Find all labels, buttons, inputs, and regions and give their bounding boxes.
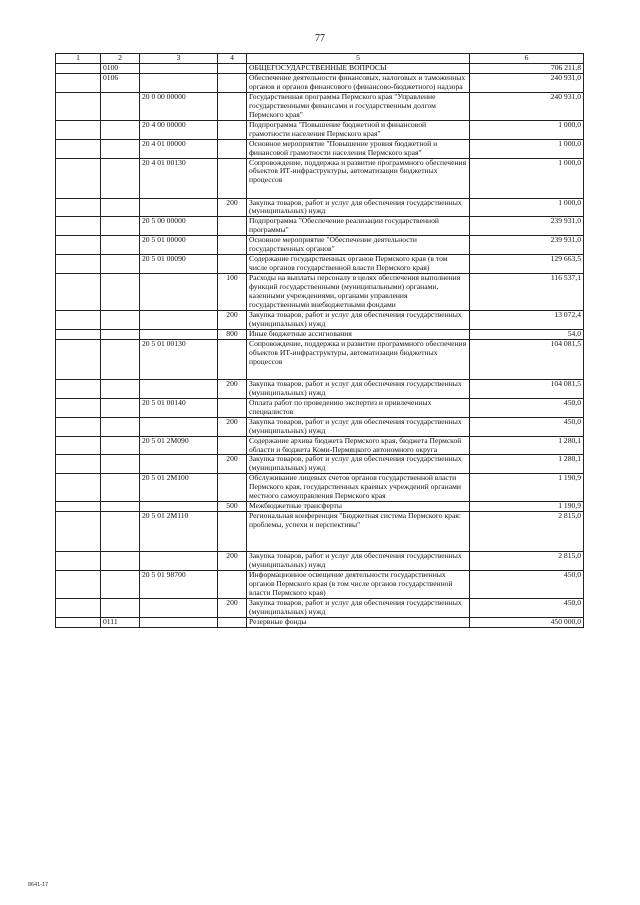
item-name: Иные бюджетные ассигнования (247, 329, 470, 339)
item-name: Содержание государственных органов Пермского края (в том числе органов государственной власти Пермского края) (247, 255, 470, 274)
amount: 1 000,0 (470, 198, 584, 217)
section-code (101, 198, 140, 217)
expense-type-code: 500 (218, 502, 247, 512)
column-header-2: 2 (101, 54, 140, 64)
target-article-code (140, 198, 218, 217)
table-row (56, 436, 584, 455)
cell-column-1 (56, 512, 101, 552)
column-header-5: 5 (247, 54, 470, 64)
table-row (56, 398, 584, 417)
section-code (101, 502, 140, 512)
expense-type-code (218, 398, 247, 417)
expense-type-code: 200 (218, 552, 247, 571)
amount: 104 081,5 (470, 379, 584, 398)
amount: 129 663,5 (470, 255, 584, 274)
item-name: Резервные фонды (247, 617, 470, 627)
expense-type-code (218, 339, 247, 379)
section-code (101, 236, 140, 255)
amount: 450 000,0 (470, 617, 584, 627)
cell-column-1 (56, 255, 101, 274)
table-row (56, 552, 584, 571)
item-name: Сопровождение, поддержка и развитие программного обеспечения объектов ИТ-инфраструктуры, автоматизации бюджетных процессов (247, 158, 470, 198)
amount: 2 815,0 (470, 512, 584, 552)
target-article-code: 20 5 01 00090 (140, 255, 218, 274)
target-article-code: 20 5 01 2M100 (140, 474, 218, 502)
cell-column-1 (56, 73, 101, 92)
target-article-code (140, 329, 218, 339)
cell-column-1 (56, 474, 101, 502)
target-article-code (140, 274, 218, 311)
cell-column-1 (56, 236, 101, 255)
amount: 239 931,0 (470, 236, 584, 255)
cell-column-1 (56, 455, 101, 474)
section-code (101, 417, 140, 436)
section-code (101, 158, 140, 198)
expense-type-code (218, 158, 247, 198)
item-name: Расходы на выплаты персоналу в целях обеспечения выполнения функций государственными (муниципальными) органами, казенными учреждениями, органами управления государственными внебюджетными фондами (247, 274, 470, 311)
item-name: Подпрограмма "Обеспечение реализации государственной программы" (247, 217, 470, 236)
cell-column-1 (56, 379, 101, 398)
cell-column-1 (56, 617, 101, 627)
table-row (56, 120, 584, 139)
expense-type-code (218, 255, 247, 274)
amount: 1 280,1 (470, 436, 584, 455)
table-row (56, 198, 584, 217)
table-row (56, 64, 584, 74)
expense-type-code (218, 436, 247, 455)
amount: 450,0 (470, 398, 584, 417)
table-row (56, 455, 584, 474)
table-row (56, 73, 584, 92)
cell-column-1 (56, 552, 101, 571)
expense-type-code: 200 (218, 310, 247, 329)
target-article-code (140, 598, 218, 617)
cell-column-1 (56, 502, 101, 512)
section-code (101, 474, 140, 502)
amount: 1 190,9 (470, 502, 584, 512)
table-row (56, 502, 584, 512)
item-name: Закупка товаров, работ и услуг для обеспечения государственных (муниципальных) нужд (247, 417, 470, 436)
cell-column-1 (56, 310, 101, 329)
amount: 1 190,9 (470, 474, 584, 502)
target-article-code (140, 617, 218, 627)
cell-column-1 (56, 64, 101, 74)
expense-type-code (218, 73, 247, 92)
section-code: 0111 (101, 617, 140, 627)
expense-type-code (218, 236, 247, 255)
section-code (101, 379, 140, 398)
table-header (56, 54, 584, 64)
target-article-code: 20 5 01 00000 (140, 236, 218, 255)
table-row (56, 474, 584, 502)
table-row (56, 329, 584, 339)
item-name: Содержание архива бюджета Пермского края, бюджета Пермской области и бюджета Коми-Пермяцкого автономного округа (247, 436, 470, 455)
expense-type-code (218, 474, 247, 502)
column-header-4: 4 (218, 54, 247, 64)
item-name: Основное мероприятие "Повышение уровня бюджетной и финансовой грамотности населения Пермского края" (247, 139, 470, 158)
item-name: Межбюджетные трансферты (247, 502, 470, 512)
item-name: Закупка товаров, работ и услуг для обеспечения государственных (муниципальных) нужд (247, 598, 470, 617)
cell-column-1 (56, 417, 101, 436)
table-row (56, 92, 584, 120)
target-article-code (140, 379, 218, 398)
section-code (101, 255, 140, 274)
table-row (56, 339, 584, 379)
target-article-code: 20 5 01 2M090 (140, 436, 218, 455)
target-article-code: 20 5 01 2M110 (140, 512, 218, 552)
expense-type-code: 800 (218, 329, 247, 339)
amount: 450,0 (470, 417, 584, 436)
target-article-code: 20 4 01 00000 (140, 139, 218, 158)
table-row (56, 158, 584, 198)
section-code (101, 512, 140, 552)
section-code (101, 455, 140, 474)
table-row (56, 417, 584, 436)
amount: 1 000,0 (470, 139, 584, 158)
cell-column-1 (56, 598, 101, 617)
section-code (101, 339, 140, 379)
expense-type-code: 200 (218, 379, 247, 398)
target-article-code: 20 5 01 98700 (140, 571, 218, 599)
cell-column-1 (56, 571, 101, 599)
amount: 1 280,1 (470, 455, 584, 474)
target-article-code: 20 5 00 00000 (140, 217, 218, 236)
section-code: 0100 (101, 64, 140, 74)
section-code (101, 571, 140, 599)
item-name: Обеспечение деятельности финансовых, налоговых и таможенных органов и органов финансового (финансово-бюджетного) надзора (247, 73, 470, 92)
item-name: ОБЩЕГОСУДАРСТВЕННЫЕ ВОПРОСЫ (247, 64, 470, 74)
column-header-1: 1 (56, 54, 101, 64)
expense-type-code: 200 (218, 455, 247, 474)
cell-column-1 (56, 158, 101, 198)
section-code (101, 217, 140, 236)
header-row (56, 54, 584, 64)
target-article-code: 20 5 01 00130 (140, 339, 218, 379)
target-article-code (140, 64, 218, 74)
target-article-code (140, 310, 218, 329)
expense-type-code: 100 (218, 274, 247, 311)
expense-type-code (218, 120, 247, 139)
item-name: Государственная программа Пермского края "Управление государственными финансами и государственным долгом Пермского края" (247, 92, 470, 120)
item-name: Закупка товаров, работ и услуг для обеспечения государственных (муниципальных) нужд (247, 552, 470, 571)
cell-column-1 (56, 329, 101, 339)
cell-column-1 (56, 92, 101, 120)
section-code (101, 436, 140, 455)
section-code (101, 398, 140, 417)
table-row (56, 379, 584, 398)
target-article-code: 20 4 00 00000 (140, 120, 218, 139)
item-name: Подпрограмма "Повышение бюджетной и финансовой грамотности населения Пермского края" (247, 120, 470, 139)
amount: 1 000,0 (470, 158, 584, 198)
section-code (101, 274, 140, 311)
item-name: Оплата работ по проведению экспертиз и привлеченных специалистов (247, 398, 470, 417)
table-body (56, 64, 584, 628)
expense-type-code (218, 571, 247, 599)
amount: 104 081,5 (470, 339, 584, 379)
cell-column-1 (56, 339, 101, 379)
target-article-code (140, 502, 218, 512)
table-row (56, 274, 584, 311)
table-row (56, 571, 584, 599)
table-row (56, 598, 584, 617)
expense-type-code: 200 (218, 417, 247, 436)
amount: 450,0 (470, 598, 584, 617)
section-code (101, 552, 140, 571)
expense-type-code (218, 92, 247, 120)
section-code (101, 598, 140, 617)
expense-type-code (218, 512, 247, 552)
target-article-code (140, 73, 218, 92)
expense-type-code (218, 617, 247, 627)
section-code (101, 120, 140, 139)
cell-column-1 (56, 274, 101, 311)
expense-type-code: 200 (218, 598, 247, 617)
item-name: Закупка товаров, работ и услуг для обеспечения государственных (муниципальных) нужд (247, 310, 470, 329)
item-name: Информационное освещение деятельности государственных органов Пермского края (в том числе органов государственной власти Пермского края) (247, 571, 470, 599)
table-row (56, 255, 584, 274)
item-name: Сопровождение, поддержка и развитие программного обеспечения объектов ИТ-инфраструктуры, автоматизации бюджетных процессов (247, 339, 470, 379)
expense-type-code (218, 217, 247, 236)
cell-column-1 (56, 436, 101, 455)
item-name: Закупка товаров, работ и услуг для обеспечения государственных (муниципальных) нужд (247, 455, 470, 474)
amount: 54,0 (470, 329, 584, 339)
column-header-6: 6 (470, 54, 584, 64)
column-header-3: 3 (140, 54, 218, 64)
expense-type-code (218, 139, 247, 158)
amount: 240 931,0 (470, 73, 584, 92)
budget-table (55, 53, 584, 628)
amount: 13 072,4 (470, 310, 584, 329)
table-row (56, 139, 584, 158)
section-code (101, 310, 140, 329)
amount: 706 211,8 (470, 64, 584, 74)
table-row (56, 512, 584, 552)
cell-column-1 (56, 120, 101, 139)
target-article-code: 20 4 01 00130 (140, 158, 218, 198)
table-row (56, 617, 584, 627)
item-name: Закупка товаров, работ и услуг для обеспечения государственных (муниципальных) нужд (247, 379, 470, 398)
item-name: Региональная конференция "Бюджетная система Пермского края: проблемы, успехи и перспективы" (247, 512, 470, 552)
amount: 2 815,0 (470, 552, 584, 571)
cell-column-1 (56, 139, 101, 158)
table-row (56, 236, 584, 255)
target-article-code (140, 417, 218, 436)
expense-type-code (218, 64, 247, 74)
amount: 1 000,0 (470, 120, 584, 139)
section-code (101, 329, 140, 339)
target-article-code: 20 0 00 00000 (140, 92, 218, 120)
amount: 116 537,1 (470, 274, 584, 311)
target-article-code (140, 455, 218, 474)
target-article-code (140, 552, 218, 571)
expense-type-code: 200 (218, 198, 247, 217)
item-name: Основное мероприятие "Обеспечение деятельности государственных органов" (247, 236, 470, 255)
amount: 240 931,0 (470, 92, 584, 120)
amount: 239 931,0 (470, 217, 584, 236)
item-name: Обслуживание лицевых счетов органов государственной власти Пермского края, государственных краевых учреждений органами местного самоуправления Пермского края (247, 474, 470, 502)
target-article-code: 20 5 01 00140 (140, 398, 218, 417)
table-row (56, 310, 584, 329)
section-code: 0106 (101, 73, 140, 92)
table-row (56, 217, 584, 236)
amount: 450,0 (470, 571, 584, 599)
cell-column-1 (56, 198, 101, 217)
section-code (101, 92, 140, 120)
item-name: Закупка товаров, работ и услуг для обеспечения государственных (муниципальных) нужд (247, 198, 470, 217)
footer-code: 8641-17 (28, 882, 49, 888)
cell-column-1 (56, 398, 101, 417)
page-number: 77 (315, 33, 325, 44)
cell-column-1 (56, 217, 101, 236)
section-code (101, 139, 140, 158)
